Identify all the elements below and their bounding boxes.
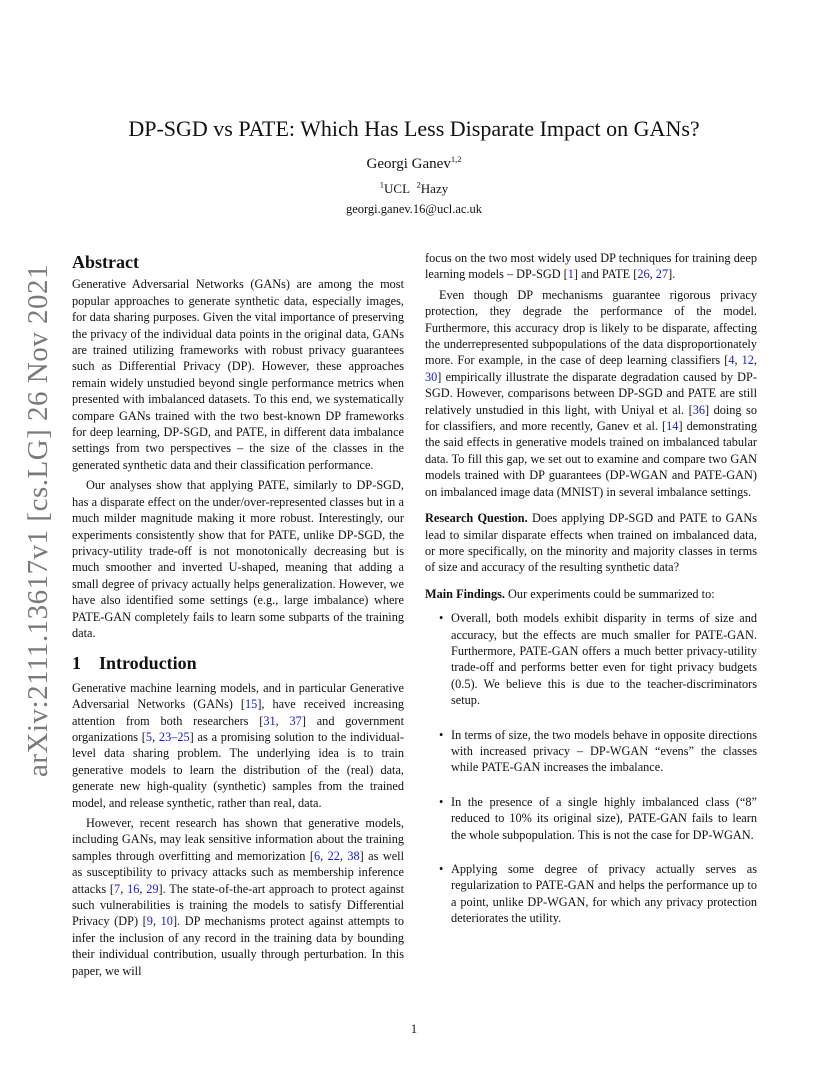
citation-link[interactable]: 26 xyxy=(637,267,650,282)
finding-text: In the presence of a single highly imbalanced class (“8” reduced to 10% its original size), PATE-GAN fails to learn the whole subpopulation. This is not the case for DP-WGAN. xyxy=(451,794,757,842)
bullet-icon: • xyxy=(439,862,444,876)
bullet-icon: • xyxy=(439,611,444,626)
text-run: However, recent research has shown that generative models, including GANs, may leak sensitive information about the training samples through overfitting and memorization [ xyxy=(72,816,404,863)
main-findings-label: Main Findings. xyxy=(425,586,505,601)
main-findings-paragraph xyxy=(425,586,757,602)
text-run: , xyxy=(339,848,348,863)
text-run: ] as a promising solution to the individual-level data sharing problem. The underlying idea is to train generative models to learn the distribution of the (real) data, generate new high-quality (synthetic) samples from the trained model, and release synthetic, rather than real, data. xyxy=(72,729,404,810)
intro-paragraph-1 xyxy=(72,680,404,811)
citation-link[interactable]: 5 xyxy=(145,729,153,744)
citation-link[interactable]: 37 xyxy=(289,713,302,728)
bullet-icon: • xyxy=(439,727,444,742)
author-line xyxy=(0,156,828,173)
research-question-label: Research Question. xyxy=(425,511,528,526)
intro-paragraph-2 xyxy=(72,815,404,979)
research-question-paragraph xyxy=(425,510,757,576)
list-item xyxy=(425,727,757,776)
text-run: , xyxy=(139,881,147,896)
arxiv-identifier: arXiv:2111.13617v1 [cs.LG] 26 Nov 2021 xyxy=(21,263,54,777)
main-findings-text: Our experiments could be summarized to: xyxy=(504,586,715,601)
right-column xyxy=(425,250,757,945)
abstract-paragraph-2: Our analyses show that applying PATE, similarly to DP-SGD, has a disparate effect on the under/over-represented classes but in a much milder magnitude making it more robust. Interestingly, our experiments consistently show that for PATE, unlike DP-SGD, the privacy-utility trade-off is not monotonically decreasing but is much smoother and inverted U-shaped, meaning that adding a small degree of privacy actually helps generalization. However, we have also identified some settings (e.g., large imbalance) where PATE-GAN completely fails to learn some subparts of the training data. xyxy=(72,478,404,640)
citation-link[interactable]: 10 xyxy=(160,914,173,929)
citation-link[interactable]: 12 xyxy=(741,353,754,368)
left-column xyxy=(72,250,404,983)
list-item xyxy=(425,610,757,708)
text-run: , xyxy=(152,914,161,929)
citation-link[interactable]: 38 xyxy=(347,848,360,863)
text-run: ] and government organizations [ xyxy=(72,713,404,744)
citation-link[interactable]: 7 xyxy=(114,881,121,896)
text-run: , xyxy=(275,713,290,728)
text-run: ] doing so for classifiers, and more recently, Ganev et al. [ xyxy=(425,402,757,434)
text-run: ]. xyxy=(668,267,676,282)
text-run: ]. The state-of-the-art approach to protect against such vulnerabilities is training the models to satisfy Differential Privacy (DP) [ xyxy=(72,881,404,929)
text-run: , xyxy=(753,353,757,368)
author-name: Georgi Ganev xyxy=(366,156,451,172)
text-run: , xyxy=(120,881,128,896)
affiliation-mark-1: 1 xyxy=(379,179,385,190)
research-question-text: Does applying DP-SGD and PATE to GANs lead to similar disparate effects when trained on imbalanced data, or more specifically, on the minority and majority classes in terms of size and accuracy of the resulting synthetic data? xyxy=(425,511,757,575)
text-run: ], have received increasing attention from both researchers [ xyxy=(72,697,404,728)
arxiv-sidebar xyxy=(18,263,58,777)
citation-link[interactable]: 9 xyxy=(146,914,153,929)
citation-link[interactable]: 31 xyxy=(263,713,276,728)
text-run: , xyxy=(320,848,328,863)
section-heading-introduction xyxy=(72,653,404,674)
author-affiliation-marks: 1,2 xyxy=(450,154,462,164)
finding-text: Applying some degree of privacy actually serves as regularization to PATE-GAN and helps the performance up to a point, unlike DP-WGAN, for which any privacy protection deteriorates the utility. xyxy=(451,862,757,926)
affiliations xyxy=(0,181,828,197)
abstract-heading: Abstract xyxy=(72,252,139,272)
section-number: 1 xyxy=(72,653,81,674)
affiliation-mark-2: 2 xyxy=(416,179,421,190)
page-number: 1 xyxy=(410,1022,418,1036)
text-run: ]. DP mechanisms protect against attempts to infer the inclusion of any record in the training data by bounding their individual contribution, usually through perturbation. In this paper, we will xyxy=(72,914,405,978)
section-title: Introduction xyxy=(99,653,197,674)
abstract-paragraph-1: Generative Adversarial Networks (GANs) are among the most popular approaches to generate synthetic data, especially images, for data sharing purposes. Given the vital importance of preserving the privacy of the individual data points in the original data, GANs are trained utilizing frameworks with robust privacy guarantees such as Differential Privacy (DP). However, these approaches remain widely unstudied beyond single performance metrics when presented with imbalanced datasets. To this end, we systematically compare GANs trained with the two best-known DP frameworks for deep learning, DP-SGD, and PATE, in different data imbalance settings from two perspectives – the size of the classes in the generated synthetic data and their classification performance. xyxy=(72,277,404,472)
citation-link[interactable]: 27 xyxy=(655,267,669,282)
text-run: Generative machine learning models, and in particular Generative Adversarial Networks (GANs) [ xyxy=(72,680,404,712)
paper-title: DP-SGD vs PATE: Which Has Less Disparate Impact on GANs? xyxy=(128,116,700,141)
citation-link[interactable]: 22 xyxy=(327,848,340,863)
list-item xyxy=(425,794,757,843)
citation-link[interactable]: 30 xyxy=(425,369,438,384)
text-run: ] and PATE [ xyxy=(573,267,638,282)
text-run: Even though DP mechanisms guarantee rigorous privacy protection, they degrade the performance of the model. Furthermore, this accuracy drop is likely to be disparate, affecting the underrepresented subpopulations of the data disproportionately more. For example, in the case of deep learning classifiers [ xyxy=(425,287,757,368)
text-run: , xyxy=(734,353,742,368)
affiliation-ucl: UCL xyxy=(384,181,411,196)
citation-link[interactable]: 1 xyxy=(567,267,574,282)
right-paragraph-2 xyxy=(425,287,757,500)
citation-link[interactable]: 16 xyxy=(127,881,140,896)
text-run: , xyxy=(649,267,656,282)
bullet-icon: • xyxy=(439,794,444,809)
text-run: ] as well as susceptibility to privacy attacks such as membership inference attacks [ xyxy=(72,848,404,896)
affiliation-hazy: Hazy xyxy=(420,181,449,196)
right-paragraph-1 xyxy=(425,250,757,283)
findings-list xyxy=(425,610,757,927)
list-item xyxy=(425,861,757,927)
text-run: , xyxy=(152,729,159,744)
citation-link[interactable]: 4 xyxy=(728,353,735,368)
citation-link[interactable]: 23–25 xyxy=(158,729,190,744)
author-email: georgi.ganev.16@ucl.ac.uk xyxy=(345,202,483,216)
text-run: ] demonstrating the said effects in generative models trained on imbalanced tabular data. To fill this gap, we set out to examine and compare two GAN models trained with DP guarantees (DP-WGAN and PATE-GAN) on imbalanced image data (MNIST) in several imbalance settings. xyxy=(425,419,757,499)
citation-link[interactable]: 6 xyxy=(313,848,321,863)
finding-text: In terms of size, the two models behave in opposite directions with increased privacy – DP-WGAN “evens” the classes while PATE-GAN increases the imbalance. xyxy=(451,727,757,775)
citation-link[interactable]: 15 xyxy=(245,697,258,712)
text-run: ] empirically illustrate the disparate degradation caused by DP-SGD. However, comparisons between DP-SGD and PATE are still relatively unstudied in this light, with Uniyal et al. [ xyxy=(425,369,757,417)
citation-link[interactable]: 29 xyxy=(146,881,159,896)
citation-link[interactable]: 14 xyxy=(666,419,679,434)
text-run: focus on the two most widely used DP techniques for training deep learning models – DP-SGD [ xyxy=(425,251,757,282)
citation-link[interactable]: 36 xyxy=(692,402,705,417)
finding-text: Overall, both models exhibit disparity in terms of size and accuracy, but the effects are much smaller for PATE-GAN. Furthermore, PATE-GAN offers a much better privacy-utility trade-off and performs better even for tight privacy budgets (0.5). We believe this is due to the teacher-discriminators setup. xyxy=(451,611,757,708)
